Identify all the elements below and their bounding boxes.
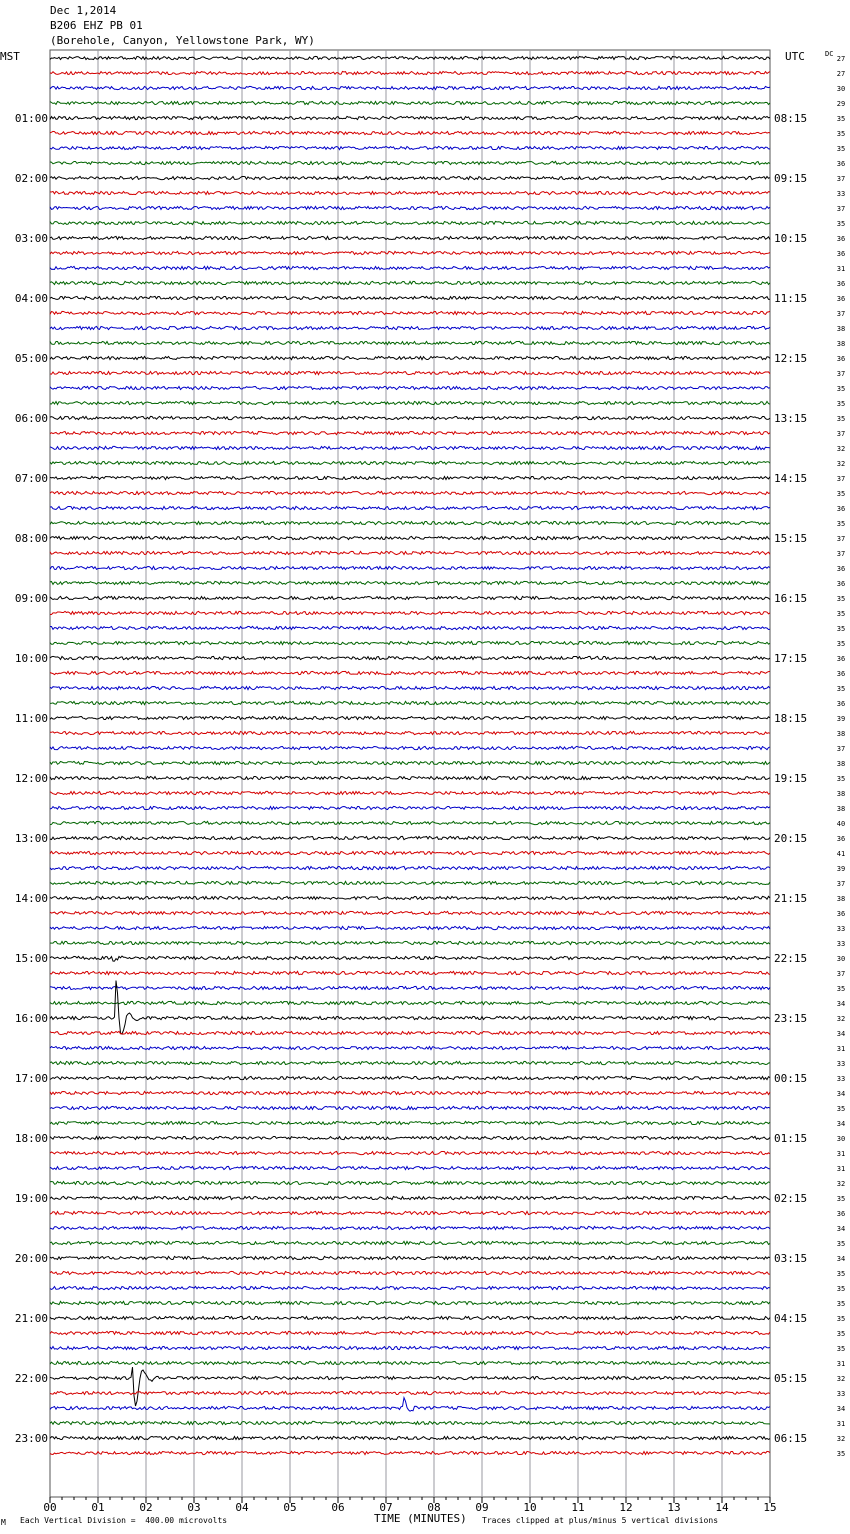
dc-offset-label: 35 xyxy=(836,220,846,228)
seismic-trace xyxy=(50,1046,770,1049)
seismic-trace xyxy=(50,941,770,944)
seismic-trace xyxy=(50,596,770,599)
dc-offset-label: 38 xyxy=(836,805,846,813)
dc-offset-label: 27 xyxy=(836,55,846,63)
dc-offset-label: 35 xyxy=(836,1345,846,1353)
right-hour-label: 12:15 xyxy=(774,352,808,365)
seismic-trace xyxy=(50,236,770,239)
seismic-trace xyxy=(50,656,770,659)
seismic-trace xyxy=(50,641,770,644)
dc-offset-label: 38 xyxy=(836,325,846,333)
dc-offset-label: 34 xyxy=(836,1030,846,1038)
seismic-trace xyxy=(50,1398,770,1412)
seismic-trace xyxy=(50,776,770,779)
seismic-trace xyxy=(50,356,770,359)
seismic-trace xyxy=(50,206,770,209)
dc-offset-label: 36 xyxy=(836,565,846,573)
seismic-trace xyxy=(50,71,770,74)
dc-offset-label: 31 xyxy=(836,1045,846,1053)
dc-offset-label: 36 xyxy=(836,160,846,168)
seismic-trace xyxy=(50,56,770,59)
right-hour-label: 18:15 xyxy=(774,712,808,725)
dc-offset-label: 35 xyxy=(836,1105,846,1113)
seismic-trace xyxy=(50,1451,770,1454)
seismic-trace xyxy=(50,761,770,764)
seismic-trace xyxy=(50,131,770,134)
x-tick-label: 06 xyxy=(331,1501,345,1514)
dc-offset-label: 35 xyxy=(836,625,846,633)
left-hour-label: 03:00 xyxy=(14,232,48,245)
x-tick-label: 12 xyxy=(619,1501,633,1514)
left-hour-label: 01:00 xyxy=(14,112,48,125)
x-tick-label: 15 xyxy=(763,1501,777,1514)
dc-header: DC xyxy=(825,50,834,58)
left-hour-label: 20:00 xyxy=(14,1252,48,1265)
dc-offset-label: 37 xyxy=(836,550,846,558)
seismic-trace xyxy=(50,146,770,149)
dc-offset-label: 35 xyxy=(836,520,846,528)
seismic-trace xyxy=(50,1367,770,1406)
dc-offset-label: 34 xyxy=(836,1000,846,1008)
dc-offset-label: 34 xyxy=(836,1090,846,1098)
right-hour-label: 20:15 xyxy=(774,832,808,845)
right-hour-label: 06:15 xyxy=(774,1432,808,1445)
x-tick-label: 11 xyxy=(571,1501,585,1514)
seismic-trace xyxy=(50,1121,770,1124)
seismic-trace xyxy=(50,431,770,434)
dc-offset-label: 31 xyxy=(836,1420,846,1428)
dc-offset-label: 30 xyxy=(836,85,846,93)
dc-offset-label: 33 xyxy=(836,1060,846,1068)
seismic-trace xyxy=(50,686,770,689)
dc-offset-label: 33 xyxy=(836,1390,846,1398)
left-hour-label: 09:00 xyxy=(14,592,48,605)
seismic-trace xyxy=(50,1346,770,1349)
seismic-trace xyxy=(50,956,770,961)
dc-offset-label: 36 xyxy=(836,700,846,708)
seismic-trace xyxy=(50,1331,770,1334)
seismic-trace xyxy=(50,911,770,914)
dc-offset-label: 36 xyxy=(836,355,846,363)
dc-offset-label: 36 xyxy=(836,1210,846,1218)
dc-offset-label: 32 xyxy=(836,1375,846,1383)
dc-offset-label: 32 xyxy=(836,445,846,453)
dc-offset-label: 29 xyxy=(836,100,846,108)
dc-offset-label: 35 xyxy=(836,640,846,648)
right-hour-label: 00:15 xyxy=(774,1072,808,1085)
seismic-trace xyxy=(50,191,770,194)
seismic-trace xyxy=(50,866,770,869)
seismic-trace xyxy=(50,116,770,119)
x-tick-label: 10 xyxy=(523,1501,537,1514)
dc-offset-label: 34 xyxy=(836,1405,846,1413)
dc-offset-label: 31 xyxy=(836,265,846,273)
seismic-trace xyxy=(50,896,770,899)
dc-offset-label: 30 xyxy=(836,1135,846,1143)
seismic-trace xyxy=(50,1166,770,1169)
dc-offset-label: 35 xyxy=(836,1450,846,1458)
x-tick-label: 04 xyxy=(235,1501,249,1514)
seismic-trace xyxy=(50,1271,770,1274)
left-hour-label: 21:00 xyxy=(14,1312,48,1325)
seismic-trace xyxy=(50,746,770,749)
right-hour-label: 09:15 xyxy=(774,172,808,185)
x-tick-label: 07 xyxy=(379,1501,393,1514)
seismic-trace xyxy=(50,1091,770,1094)
seismic-trace xyxy=(50,1316,770,1319)
dc-offset-label: 35 xyxy=(836,400,846,408)
seismic-trace xyxy=(50,221,770,224)
seismic-trace xyxy=(50,1391,770,1394)
dc-offset-label: 38 xyxy=(836,895,846,903)
right-hour-label: 08:15 xyxy=(774,112,808,125)
seismic-trace xyxy=(50,311,770,314)
seismic-trace xyxy=(50,281,770,284)
dc-offset-label: 37 xyxy=(836,475,846,483)
axis-label-layer xyxy=(15,50,845,1514)
right-hour-label: 13:15 xyxy=(774,412,808,425)
seismic-trace xyxy=(50,266,770,269)
seismic-trace xyxy=(50,701,770,704)
dc-offset-label: 31 xyxy=(836,1150,846,1158)
dc-offset-label: 37 xyxy=(836,880,846,888)
right-hour-label: 04:15 xyxy=(774,1312,808,1325)
dc-offset-label: 35 xyxy=(836,775,846,783)
corner-mark: M xyxy=(1,1518,6,1527)
dc-offset-label: 39 xyxy=(836,715,846,723)
left-timezone-label: MST xyxy=(0,50,20,63)
dc-offset-label: 41 xyxy=(836,850,846,858)
right-hour-label: 15:15 xyxy=(774,532,808,545)
seismic-trace xyxy=(50,326,770,329)
left-hour-label: 13:00 xyxy=(14,832,48,845)
x-tick-label: 00 xyxy=(43,1501,57,1514)
left-hour-label: 07:00 xyxy=(14,472,48,485)
x-tick-label: 03 xyxy=(187,1501,201,1514)
seismic-trace xyxy=(50,806,770,809)
dc-offset-label: 34 xyxy=(836,1225,846,1233)
seismic-trace xyxy=(50,1256,770,1259)
seismic-trace xyxy=(50,176,770,179)
dc-offset-label: 35 xyxy=(836,1270,846,1278)
dc-offset-label: 36 xyxy=(836,670,846,678)
right-hour-label: 14:15 xyxy=(774,472,808,485)
seismic-trace xyxy=(50,386,770,389)
seismic-trace xyxy=(50,971,770,974)
x-tick-label: 09 xyxy=(475,1501,489,1514)
seismic-trace xyxy=(50,926,770,929)
seismic-trace xyxy=(50,611,770,614)
dc-offset-label: 36 xyxy=(836,580,846,588)
seismic-trace xyxy=(50,1151,770,1154)
seismic-trace xyxy=(50,1226,770,1229)
left-hour-label: 06:00 xyxy=(14,412,48,425)
header-location: (Borehole, Canyon, Yellowstone Park, WY) xyxy=(50,34,315,47)
x-tick-label: 01 xyxy=(91,1501,105,1514)
seismic-trace xyxy=(50,1031,770,1034)
dc-offset-label: 37 xyxy=(836,430,846,438)
dc-offset-label: 34 xyxy=(836,1255,846,1263)
dc-offset-label: 36 xyxy=(836,295,846,303)
dc-offset-label: 35 xyxy=(836,415,846,423)
dc-offset-label: 36 xyxy=(836,655,846,663)
header-station: B206 EHZ PB 01 xyxy=(50,19,143,32)
dc-offset-label: 32 xyxy=(836,1015,846,1023)
left-hour-label: 17:00 xyxy=(14,1072,48,1085)
dc-offset-label: 35 xyxy=(836,1315,846,1323)
dc-offset-label: 32 xyxy=(836,460,846,468)
dc-offset-label: 35 xyxy=(836,1195,846,1203)
right-hour-label: 03:15 xyxy=(774,1252,808,1265)
right-hour-label: 01:15 xyxy=(774,1132,808,1145)
seismic-trace xyxy=(50,371,770,374)
seismic-trace xyxy=(50,1181,770,1184)
dc-offset-label: 37 xyxy=(836,205,846,213)
dc-offset-label: 33 xyxy=(836,925,846,933)
dc-offset-label: 38 xyxy=(836,790,846,798)
dc-offset-label: 36 xyxy=(836,280,846,288)
dc-offset-label: 35 xyxy=(836,685,846,693)
seismic-trace xyxy=(50,1196,770,1199)
seismic-trace xyxy=(50,506,770,509)
seismic-trace xyxy=(50,251,770,254)
dc-offset-label: 36 xyxy=(836,910,846,918)
seismic-trace xyxy=(50,836,770,839)
seismic-trace xyxy=(50,86,770,89)
dc-offset-label: 35 xyxy=(836,385,846,393)
left-hour-label: 05:00 xyxy=(14,352,48,365)
dc-offset-label: 36 xyxy=(836,835,846,843)
dc-offset-label: 35 xyxy=(836,595,846,603)
left-hour-label: 11:00 xyxy=(14,712,48,725)
seismic-trace xyxy=(50,1061,770,1064)
dc-offset-label: 36 xyxy=(836,235,846,243)
dc-offset-label: 36 xyxy=(836,505,846,513)
right-hour-label: 23:15 xyxy=(774,1012,808,1025)
seismic-trace xyxy=(50,1001,770,1004)
seismic-trace xyxy=(50,671,770,674)
dc-offset-label: 35 xyxy=(836,490,846,498)
seismic-trace xyxy=(50,1421,770,1424)
seismic-trace xyxy=(50,1301,770,1304)
dc-offset-label: 35 xyxy=(836,1285,846,1293)
left-hour-label: 02:00 xyxy=(14,172,48,185)
dc-offset-label: 37 xyxy=(836,745,846,753)
right-hour-label: 10:15 xyxy=(774,232,808,245)
seismic-trace xyxy=(50,626,770,629)
left-hour-label: 12:00 xyxy=(14,772,48,785)
dc-offset-label: 36 xyxy=(836,250,846,258)
seismic-trace xyxy=(50,476,770,479)
dc-offset-label: 35 xyxy=(836,145,846,153)
left-hour-label: 15:00 xyxy=(14,952,48,965)
x-tick-label: 14 xyxy=(715,1501,729,1514)
seismic-trace xyxy=(50,566,770,569)
seismic-trace xyxy=(50,1286,770,1289)
right-hour-label: 05:15 xyxy=(774,1372,808,1385)
dc-offset-label: 37 xyxy=(836,175,846,183)
left-hour-label: 14:00 xyxy=(14,892,48,905)
dc-offset-label: 37 xyxy=(836,310,846,318)
left-hour-label: 19:00 xyxy=(14,1192,48,1205)
seismic-trace xyxy=(50,851,770,854)
seismic-trace xyxy=(50,791,770,794)
left-hour-label: 04:00 xyxy=(14,292,48,305)
dc-offset-label: 32 xyxy=(836,1435,846,1443)
left-hour-label: 10:00 xyxy=(14,652,48,665)
x-tick-label: 13 xyxy=(667,1501,681,1514)
dc-offset-label: 40 xyxy=(836,820,846,828)
dc-offset-label: 38 xyxy=(836,730,846,738)
dc-offset-label: 33 xyxy=(836,190,846,198)
left-hour-label: 23:00 xyxy=(14,1432,48,1445)
dc-offset-label: 34 xyxy=(836,1120,846,1128)
seismic-trace xyxy=(50,716,770,719)
seismic-trace xyxy=(50,296,770,299)
seismic-trace xyxy=(50,986,770,989)
seismic-trace xyxy=(50,1211,770,1214)
dc-offset-label: 39 xyxy=(836,865,846,873)
dc-offset-label: 35 xyxy=(836,610,846,618)
seismic-trace xyxy=(50,491,770,494)
seismic-trace xyxy=(50,881,770,884)
right-hour-label: 11:15 xyxy=(774,292,808,305)
seismic-trace xyxy=(50,1136,770,1139)
dc-offset-label: 33 xyxy=(836,1075,846,1083)
clip-note: Traces clipped at plus/minus 5 vertical divisions xyxy=(482,1516,719,1525)
seismic-trace xyxy=(50,461,770,464)
header-date: Dec 1,2014 xyxy=(50,4,117,17)
right-hour-label: 19:15 xyxy=(774,772,808,785)
seismic-trace xyxy=(50,1076,770,1079)
left-hour-label: 16:00 xyxy=(14,1012,48,1025)
seismic-trace xyxy=(50,551,770,554)
seismic-trace xyxy=(50,581,770,584)
right-timezone-label: UTC xyxy=(785,50,805,63)
seismic-trace xyxy=(50,416,770,419)
seismic-trace xyxy=(50,1241,770,1244)
left-hour-label: 18:00 xyxy=(14,1132,48,1145)
dc-offset-label: 35 xyxy=(836,115,846,123)
right-hour-label: 02:15 xyxy=(774,1192,808,1205)
right-hour-label: 16:15 xyxy=(774,592,808,605)
seismic-trace xyxy=(50,401,770,404)
dc-offset-label: 31 xyxy=(836,1165,846,1173)
dc-offset-label: 37 xyxy=(836,535,846,543)
x-axis-title: TIME (MINUTES) xyxy=(374,1512,467,1525)
seismic-trace xyxy=(50,161,770,164)
dc-offset-label: 35 xyxy=(836,1300,846,1308)
x-tick-label: 05 xyxy=(283,1501,297,1514)
dc-offset-label: 37 xyxy=(836,370,846,378)
right-hour-label: 21:15 xyxy=(774,892,808,905)
seismic-trace xyxy=(50,521,770,524)
seismic-trace xyxy=(50,731,770,734)
dc-offset-label: 38 xyxy=(836,340,846,348)
right-hour-label: 17:15 xyxy=(774,652,808,665)
left-hour-label: 22:00 xyxy=(14,1372,48,1385)
dc-offset-label: 35 xyxy=(836,1330,846,1338)
seismic-trace xyxy=(50,1361,770,1364)
dc-offset-label: 32 xyxy=(836,1180,846,1188)
seismic-trace xyxy=(50,536,770,539)
dc-offset-label: 38 xyxy=(836,760,846,768)
dc-offset-label: 37 xyxy=(836,970,846,978)
dc-offset-label: 31 xyxy=(836,1360,846,1368)
dc-offset-label: 35 xyxy=(836,130,846,138)
trace-layer xyxy=(50,56,770,1454)
scale-note: Each Vertical Division = 400.00 microvolts xyxy=(20,1516,228,1525)
dc-offset-label: 35 xyxy=(836,1240,846,1248)
right-hour-label: 22:15 xyxy=(774,952,808,965)
seismic-trace xyxy=(50,446,770,449)
x-tick-label: 02 xyxy=(139,1501,153,1514)
seismic-trace xyxy=(50,341,770,344)
dc-offset-label: 33 xyxy=(836,940,846,948)
dc-offset-label: 27 xyxy=(836,70,846,78)
dc-offset-label: 30 xyxy=(836,955,846,963)
left-hour-label: 08:00 xyxy=(14,532,48,545)
dc-offset-label: 35 xyxy=(836,985,846,993)
seismic-trace xyxy=(50,1436,770,1439)
seismic-trace xyxy=(50,1106,770,1109)
x-tick-label: 08 xyxy=(427,1501,441,1514)
seismic-trace xyxy=(50,821,770,824)
seismic-trace xyxy=(50,101,770,104)
